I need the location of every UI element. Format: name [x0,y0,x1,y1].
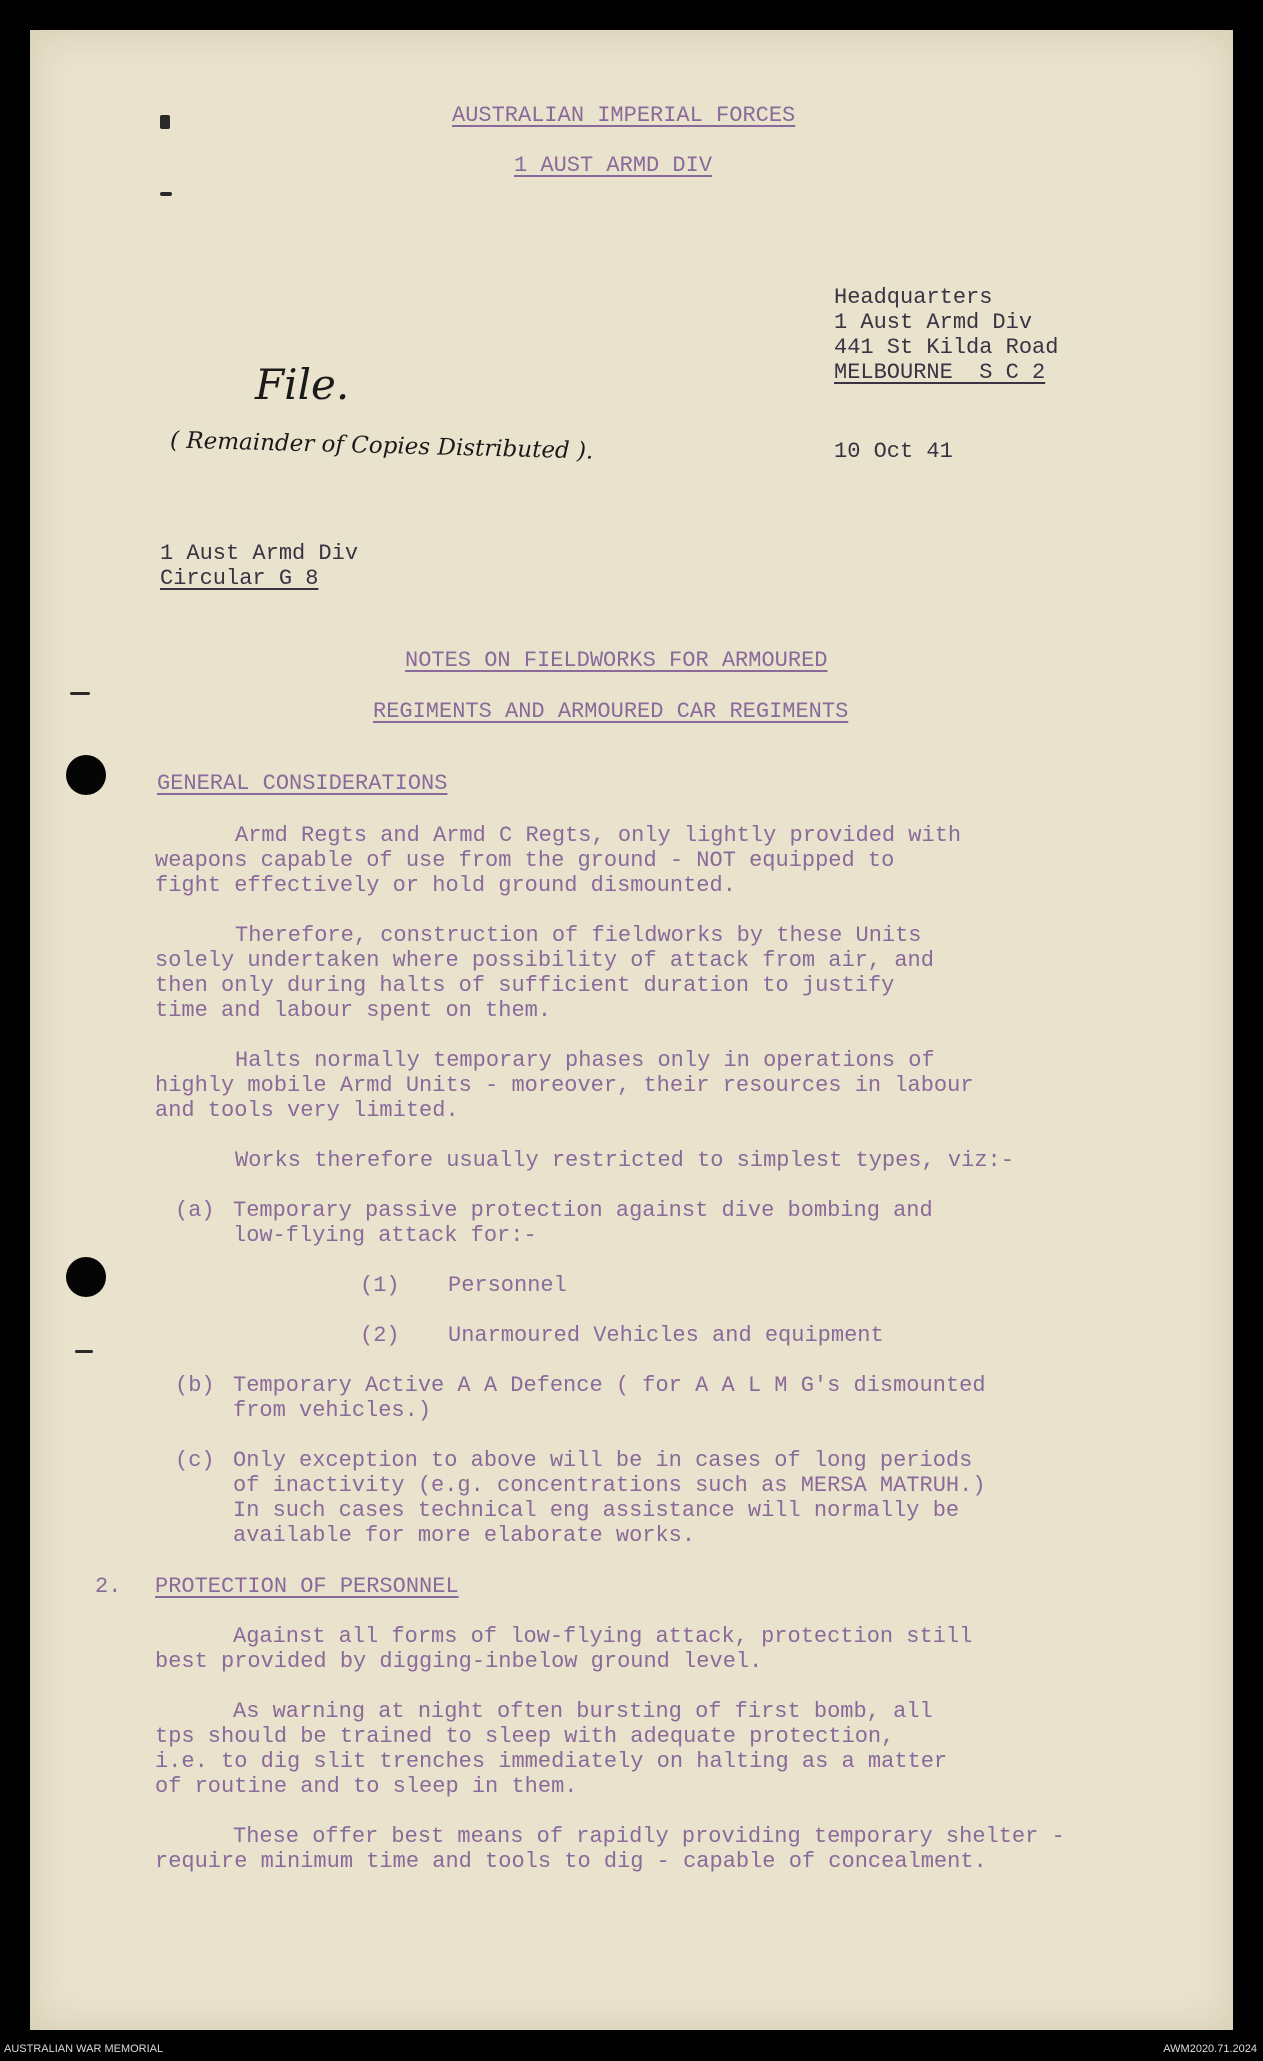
reference-line: 1 Aust Armd Div [160,541,359,566]
address-line: Headquarters [834,285,993,310]
document-title: REGIMENTS AND ARMOURED CAR REGIMENTS [373,699,849,724]
paragraph-line: Therefore, construction of fieldworks by these Units [235,923,922,948]
item-line: available for more elaborate works. [233,1523,696,1548]
punch-hole-top [66,755,106,795]
footer-right: AWM2020.71.2024 [1163,2043,1257,2055]
header-division: 1 AUST ARMD DIV [514,153,713,178]
paragraph-line: i.e. to dig slit trenches immediately on halting as a matter [155,1749,948,1774]
paragraph-line: As warning at night often bursting of first bomb, all [233,1699,933,1724]
address-line: 441 St Kilda Road [834,335,1059,360]
paragraph-line: highly mobile Armd Units - moreover, their resources in labour [155,1073,974,1098]
paragraph-line: and tools very limited. [155,1098,459,1123]
subitem-label: (1) [360,1273,400,1298]
paragraph-line: time and labour spent on them. [155,998,552,1023]
item-label: (b) [175,1373,215,1398]
handwritten-file-note: File. [255,360,350,409]
document-page [30,30,1233,2030]
staple-mark [160,115,170,129]
address-line: 1 Aust Armd Div [834,310,1033,335]
margin-mark [75,1350,93,1353]
document-date: 10 Oct 41 [834,439,953,464]
section-heading: GENERAL CONSIDERATIONS [157,771,448,796]
item-label: (a) [175,1198,215,1223]
paragraph-line: Works therefore usually restricted to simplest types, viz:- [235,1148,1014,1173]
subitem-text: Unarmoured Vehicles and equipment [448,1323,884,1348]
paragraph-line: Armd Regts and Armd C Regts, only lightly provided with [235,823,962,848]
paragraph-line: weapons capable of use from the ground - NOT equipped to [155,848,895,873]
paragraph-line: These offer best means of rapidly providing temporary shelter - [233,1824,1065,1849]
item-line: Only exception to above will be in cases of long periods [233,1448,973,1473]
item-line: from vehicles.) [233,1398,432,1423]
paragraph-line: tps should be trained to sleep with adequate protection, [155,1724,895,1749]
paragraph-line: require minimum time and tools to dig - capable of concealment. [155,1849,987,1874]
handwritten-remainder-note: ( Remainder of Copies Distributed ). [169,427,594,465]
staple-mark [160,192,172,196]
item-line: Temporary passive protection against dive bombing and [233,1198,933,1223]
header-title: AUSTRALIAN IMPERIAL FORCES [452,103,796,128]
reference-line: Circular G 8 [160,566,319,591]
paragraph-line: Against all forms of low-flying attack, protection still [233,1624,973,1649]
margin-mark [70,692,90,695]
paragraph-line: of routine and to sleep in them. [155,1774,578,1799]
paragraph-line: best provided by digging-inbelow ground level. [155,1649,763,1674]
paragraph-line: fight effectively or hold ground dismounted. [155,873,736,898]
footer-left: AUSTRALIAN WAR MEMORIAL [4,2043,164,2055]
subitem-label: (2) [360,1323,400,1348]
paragraph-line: Halts normally temporary phases only in operations of [235,1048,935,1073]
item-label: (c) [175,1448,215,1473]
section-heading: PROTECTION OF PERSONNEL [155,1574,459,1599]
paragraph-line: then only during halts of sufficient duration to justify [155,973,895,998]
item-line: In such cases technical eng assistance will normally be [233,1498,960,1523]
paragraph-line: solely undertaken where possibility of attack from air, and [155,948,934,973]
section-number: 2. [95,1574,122,1599]
punch-hole-bottom [66,1257,106,1297]
document-title: NOTES ON FIELDWORKS FOR ARMOURED [405,648,828,673]
item-line: of inactivity (e.g. concentrations such as MERSA MATRUH.) [233,1473,986,1498]
address-line: MELBOURNE S C 2 [834,360,1046,385]
item-line: low-flying attack for:- [233,1223,537,1248]
subitem-text: Personnel [448,1273,567,1298]
item-line: Temporary Active A A Defence ( for A A L M G's dismounted [233,1373,986,1398]
